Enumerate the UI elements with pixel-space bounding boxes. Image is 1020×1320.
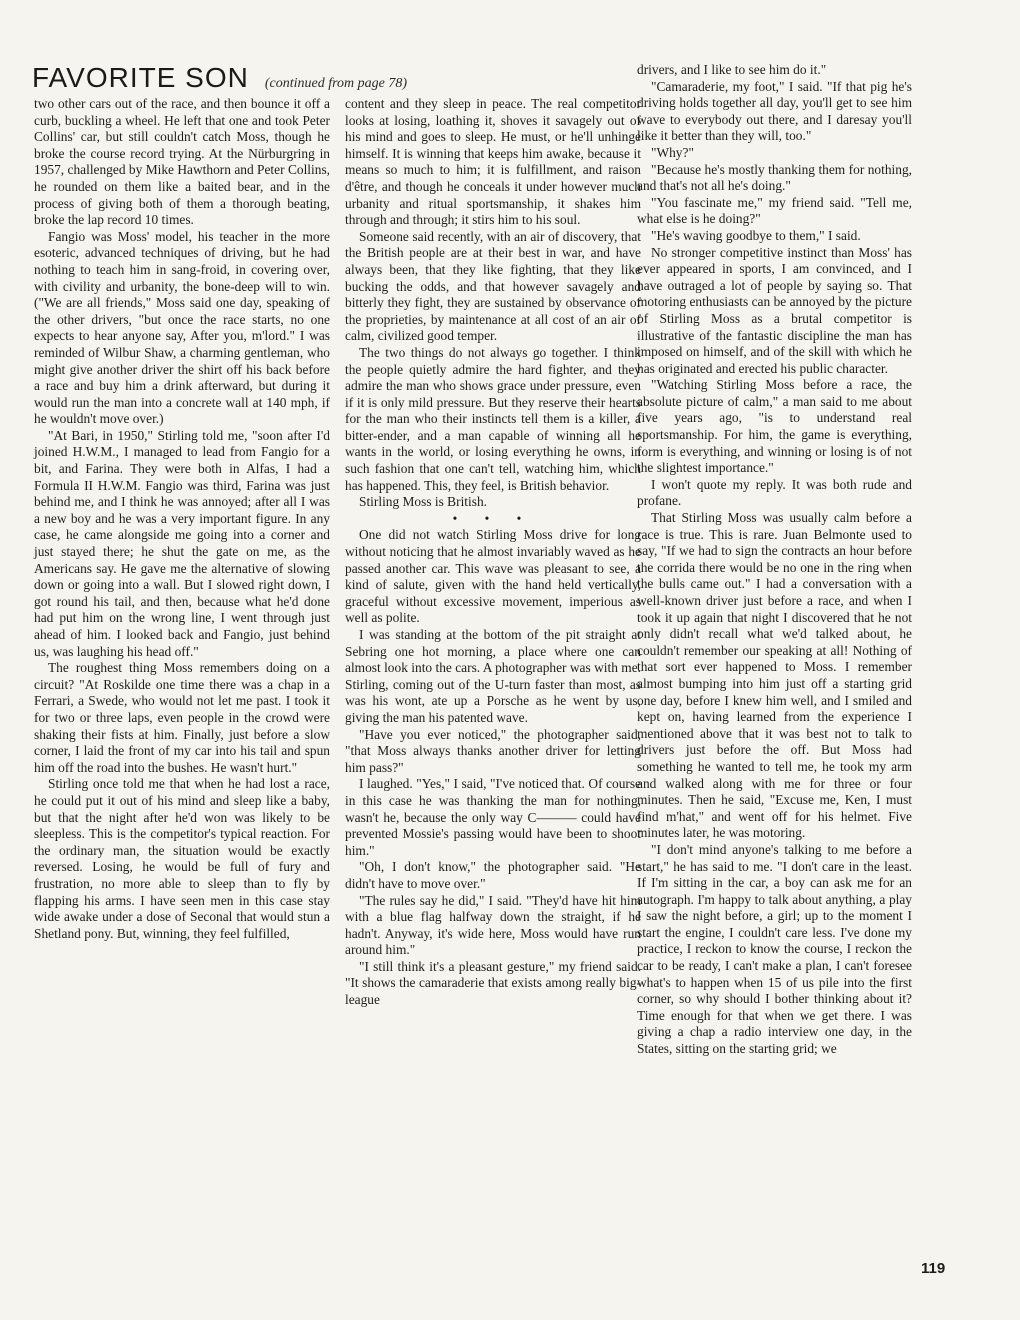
paragraph: No stronger competitive instinct than Moss' has ever appeared in sports, I am convinced, and I have outraged a lot of people by saying so. That motoring enthusiasts can be annoyed by the picture of Stirling Moss as a brutal competitor is illustrative of the fantastic discipline the man has imposed on himself, and of the skill with which he has originated and erected his public character.	[637, 244, 912, 376]
article-header	[32, 62, 407, 94]
text-column-2	[345, 96, 641, 1288]
paragraph: The roughest thing Moss remembers doing on a circuit? "At Roskilde one time there was a chap in a Ferrari, a Swede, who would not let me past. I took it for two or three laps, even people in the crowd were shaking their fists at him. Finally, just before a slow corner, I laid the front of my car into his tail and spun him off the road into the bushes. He wasn't hurt."	[34, 660, 330, 775]
section-separator: • • •	[452, 510, 534, 526]
paragraph: "The rules say he did," I said. "They'd have hit him with a blue flag halfway down the straight, if he hadn't. Anyway, it's wide here, Moss would have run around him."	[345, 892, 641, 958]
paragraph: "I still think it's a pleasant gesture," my friend said. "It shows the camaraderie that exists among really big-league	[345, 958, 641, 1008]
paragraph: "He's waving goodbye to them," I said.	[651, 227, 861, 243]
paragraph: content and they sleep in peace. The real competitor looks at losing, loathing it, shoves it savagely out of his mind and goes to sleep. He must, or he'll unhinge himself. It is winning that keeps him awake, because it means so much to him; it is fulfillment, and raison d'être, and though he conceals it under however much urbanity and ritual sportsmanship, it shakes him through and through; it stirs him to his soul.	[345, 96, 641, 228]
paragraph: "Have you ever noticed," the photographer said, "that Moss always thanks another driver for letting him pass?"	[345, 726, 641, 775]
continued-note: (continued from page 78)	[264, 76, 408, 91]
paragraph: Stirling Moss is British.	[359, 494, 487, 510]
paragraph: One did not watch Stirling Moss drive for long without noticing that he almost invariably waved as he passed another car. This wave was pleasant to see, a kind of salute, given with the hand held vertically, graceful without excessive movement, imperious as well as polite.	[345, 527, 641, 626]
paragraph: Stirling once told me that when he had lost a race, he could put it out of his mind and sleep like a baby, but that the night after he'd won was likely to be sleepless. This is the competitor's typical reaction. For the ordinary man, the situation would be exactly reversed. Losing, he would be full of fury and frustration, no more able to sleep than to fly by flapping his arms. I have seen men in this case stay wide awake under a dose of Seconal that would stun a Shetland pony. But, winning, they feel fulfilled,	[34, 776, 330, 941]
paragraph: That Stirling Moss was usually calm before a race is true. This is rare. Juan Belmonte used to say, "If we had to sign the contracts an hour before the corrida there would be no one in the ring when the bulls came out." I had a conversation with a well-known driver just before a race, and when I took it up again that night I discovered that he not only didn't recall what we'd talked about, he couldn't remember our speaking at all! Nothing of that sort ever happened to Moss. I remember almost bumping into him just off a starting grid one day, before I knew him well, and I smiled and kept on, having learned from the experience I mentioned above that it was best not to talk to drivers just before the off. But Moss had something he wanted to tell me, he took my arm and walked along with me for three or four minutes. Then he said, "Excuse me, Ken, I must find m'hat," and went off for his helmet. Five minutes later, he was motoring.	[637, 510, 912, 841]
paragraph: "At Bari, in 1950," Stirling told me, "soon after I'd joined H.W.M., I managed to lead from Fangio for a bit, and Farina. They were both in Alfas, I had a Formula II H.W.M. Fangio was third, Farina was just behind me, and I think he was annoyed; after all I was a new boy and he was a very important figure. In any case, he came alongside me going into a corner and just stayed there; he shut the gate on me, as the Americans say. He gave me the alternative of slowing down or going into a wall. But I slowed right down, I got round his tail, and then, because what he'd done had put him on the wrong line, I went through just ahead of him. I looked back and Fangio, just behind us, was laughing his head off."	[34, 427, 330, 659]
paragraph: "Because he's mostly thanking them for nothing, and that's not all he's doing."	[637, 161, 912, 194]
paragraph: "I don't mind anyone's talking to me before a start," he has said to me. "I don't care in the least. If I'm sitting in the car, a boy can ask me for an autograph. I'm happy to talk about anything, a play I saw the night before, a girl; up to the moment I start the engine, I couldn't care less. I've done my practice, I reckon to know the course, I reckon the car to be ready, I can't make a plan, I can't foresee what's to happen when 15 of us pile into the first corner, so why should I bother thinking about it? Time enough for that when we get there. I was giving a chap a radio interview one day, in the States, sitting on the starting grid; we	[637, 841, 912, 1057]
paragraph: "Watching Stirling Moss before a race, the absolute picture of calm," a man said to me about five years ago, "is to understand real sportsmanship. For him, the game is everything, form is everything, and winning or losing is of not the slightest importance."	[637, 377, 912, 476]
paragraph: "Why?"	[651, 144, 694, 160]
paragraph: Someone said recently, with an air of discovery, that the British people are at their best in war, and have always been, that they like fighting, that they like bucking the odds, and that however savagely and bitterly they fight, they are sustained by observance of the proprieties, by maintenance at all cost of an air of calm, civilized good temper.	[345, 228, 641, 344]
paragraph: "Camaraderie, my foot," I said. "If that pig he's driving holds together all day, you'll get to see him wave to everybody out there, and I daresay you'll like it better than they will, too."	[637, 78, 912, 144]
text-column-3	[637, 62, 912, 1287]
article-title: FAVORITE SON	[32, 62, 249, 93]
paragraph: Fangio was Moss' model, his teacher in the more esoteric, advanced techniques of driving, but he had nothing to teach him in sang-froid, in covering over, with civility and urbanity, the bone-deep will to win. ("We are all friends," Moss said one day, speaking of the other drivers, "but once the race starts, no one expects to hear anyone say, After you, m'lord." I was reminded of Wilbur Shaw, a charming gentleman, who might give another driver the shirt off his back before a race and buy him a drink afterward, but during it would run the man into a concrete wall at 140 mph, if he wouldn't move over.)	[34, 228, 330, 427]
page-number: 119	[921, 1260, 946, 1277]
paragraph: The two things do not always go together. I think the people quietly admire the hard fighter, and they admire the man who shows grace under pressure, even if it is only mild pressure. But they reserve their hearts for the man who their instincts tell them is a killer, a bitter-ender, and a man capable of winning all he wants in the world, or losing everything he owns, in such fashion that one can't tell, watching him, which has happened. This, they feel, is British behavior.	[345, 344, 641, 493]
paragraph: drivers, and I like to see him do it."	[637, 62, 827, 77]
paragraph: I was standing at the bottom of the pit straight at Sebring one hot morning, a place where one can almost look into the cars. A photographer was with me. Stirling, coming out of the U-turn faster than most, as was his wont, ate up a Porsche as he went by us, giving the man his patented wave.	[345, 627, 641, 725]
text-column-1	[34, 96, 330, 1288]
paragraph: "Oh, I don't know," the photographer said. "He didn't have to move over."	[345, 859, 641, 891]
paragraph: "You fascinate me," my friend said. "Tell me, what else is he doing?"	[637, 194, 912, 227]
paragraph: I won't quote my reply. It was both rude and profane.	[637, 476, 912, 509]
paragraph: two other cars out of the race, and then bounce it off a curb, buckling a wheel. He left that one and took Peter Collins' car, but still couldn't catch Moss, though he broke the course record trying. At the Nürburgring in 1957, challenged by Mike Hawthorn and Peter Collins, he rounded on them like a baited bear, and in the process of giving both of them a thorough beating, broke the lap record 10 times.	[34, 96, 330, 228]
paragraph: I laughed. "Yes," I said, "I've noticed that. Of course in this case he was thanking the man for nothing, wasn't he, because the only way C——— could have prevented Mossie's passing would have been to shoot him."	[345, 776, 641, 858]
